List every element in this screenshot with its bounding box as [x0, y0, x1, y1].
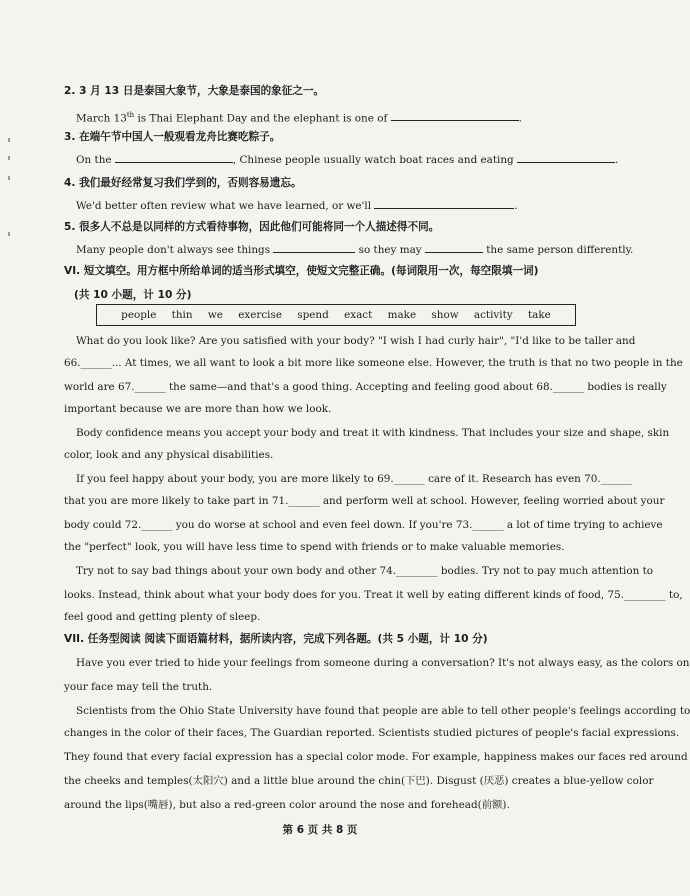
- passage-line: world are 67.______ the same—and that's a good thing. Accepting and feeling good about 68.______ bodies is really: [64, 381, 667, 393]
- word-box: [96, 304, 576, 326]
- question-2-text-a: March 13: [76, 112, 127, 125]
- passage-line: looks. Instead, think about what your body does for you. Treat it well by eating different kinds of food, 75.________ to,: [64, 589, 683, 601]
- answer-blank[interactable]: [517, 152, 615, 163]
- answer-blank[interactable]: [374, 198, 514, 209]
- question-4-text: We'd better often review what we have learned, or we'll: [76, 200, 375, 212]
- passage-line: important because we are more than how we look.: [64, 403, 332, 415]
- answer-blank[interactable]: [115, 152, 233, 163]
- passage-line: your face may tell the truth.: [64, 681, 213, 693]
- word-box-item: take: [528, 309, 551, 321]
- question-3-text-a: On the: [76, 154, 115, 166]
- answer-blank[interactable]: [425, 242, 483, 253]
- question-5-text-b: so they may: [355, 244, 425, 256]
- passage-line: Try not to say bad things about your own body and other 74.________ bodies. Try not to pay much attention to: [76, 565, 654, 577]
- answer-blank[interactable]: [391, 110, 519, 121]
- question-4-chinese: 4. 我们最好经常复习我们学到的，否则容易遗忘。: [64, 177, 302, 189]
- passage-line: that you are more likely to take part in 71.______ and perform well at school. However, feeling worried about your: [64, 495, 665, 507]
- passage-line: body could 72.______ you do worse at school and even feel down. If you're 73.______ a lot of time trying to achieve: [64, 519, 663, 531]
- passage-line: color, look and any physical disabilities.: [64, 449, 274, 461]
- word-box-item: activity: [473, 309, 513, 321]
- margin-mark: [8, 156, 10, 160]
- question-2-superscript: th: [126, 111, 135, 119]
- question-4-english: We'd better often review what we have learned, or we'll .: [76, 200, 518, 212]
- question-2-chinese: 2. 3 月 13 日是泰国大象节，大象是泰国的象征之一。: [64, 85, 325, 97]
- section-6-subtitle: (共 10 小题，计 10 分): [74, 289, 192, 301]
- word-box-item: people: [121, 309, 157, 321]
- question-2-english: March 13th is Thai Elephant Day and the elephant is one of .: [76, 111, 522, 125]
- passage-line: They found that every facial expression has a special color mode. For example, happiness makes our faces red around: [64, 751, 688, 763]
- word-box-item: make: [387, 309, 417, 321]
- passage-line: feel good and getting plenty of sleep.: [64, 611, 261, 623]
- section-6-title: VI. 短文填空。用方框中所给单词的适当形式填空，使短文完整正确。(每词限用一次，每空限填一词): [64, 265, 539, 277]
- word-box-item: we: [207, 309, 223, 321]
- question-3-chinese: 3. 在端午节中国人一般观看龙舟比赛吃粽子。: [64, 131, 281, 143]
- question-5-chinese: 5. 很多人不总是以同样的方式看待事物，因此他们可能将同一个人描述得不同。: [64, 221, 440, 233]
- passage-line: If you feel happy about your body, you are more likely to 69.______ care of it. Research has even 70.______: [76, 473, 632, 485]
- question-3-english: On the , Chinese people usually watch boat races and eating .: [76, 154, 619, 166]
- answer-blank[interactable]: [273, 242, 355, 253]
- question-5-english: [76, 242, 634, 257]
- question-3-text-b: , Chinese people usually watch boat races and eating: [232, 154, 518, 166]
- word-box-item: exact: [344, 309, 373, 321]
- section-7-title: VII. 任务型阅读 阅读下面语篇材料，据所读内容，完成下列各题。(共 5 小题，计 10 分): [64, 633, 488, 645]
- margin-mark: [8, 232, 10, 236]
- page-number: 第 6 页 共 8 页: [282, 824, 358, 836]
- passage-line: around the lips(嘴唇), but also a red-green color around the nose and forehead(前额).: [64, 799, 510, 811]
- margin-mark: [8, 138, 10, 142]
- passage-line: Scientists from the Ohio State University have found that people are able to tell other people's feelings according to: [76, 705, 690, 717]
- passage-line: the cheeks and temples(太阳穴) and a little blue around the chin(下巴). Disgust (厌恶) creates a blue-yellow color: [64, 775, 654, 787]
- passage-line: 66.______... At times, we all want to look a bit more like someone else. However, the truth is that no two people in the: [64, 357, 683, 369]
- question-5-text-a: Many people don't always see things: [76, 244, 274, 256]
- passage-line: Body confidence means you accept your body and treat it with kindness. That includes your size and shape, skin: [76, 427, 670, 439]
- question-2-text-b: is Thai Elephant Day and the elephant is one of: [134, 112, 391, 125]
- question-5-text-c: the same person differently.: [482, 244, 634, 256]
- passage-line: Have you ever tried to hide your feelings from someone during a conversation? It's not always easy, as the colors on: [76, 657, 690, 669]
- passage-line: the "perfect" look, you will have less time to spend with friends or to make valuable memories.: [64, 541, 565, 553]
- passage-line: changes in the color of their faces, The Guardian reported. Scientists studied pictures of people's facial expressions.: [64, 727, 680, 739]
- word-box-item: spend: [297, 309, 329, 321]
- word-box-item: exercise: [238, 309, 282, 321]
- word-box-item: thin: [171, 309, 193, 321]
- word-box-item: show: [431, 309, 459, 321]
- margin-mark: [8, 176, 10, 180]
- passage-line: What do you look like? Are you satisfied with your body? "I wish I had curly hair", "I'd like to be taller and: [76, 335, 636, 347]
